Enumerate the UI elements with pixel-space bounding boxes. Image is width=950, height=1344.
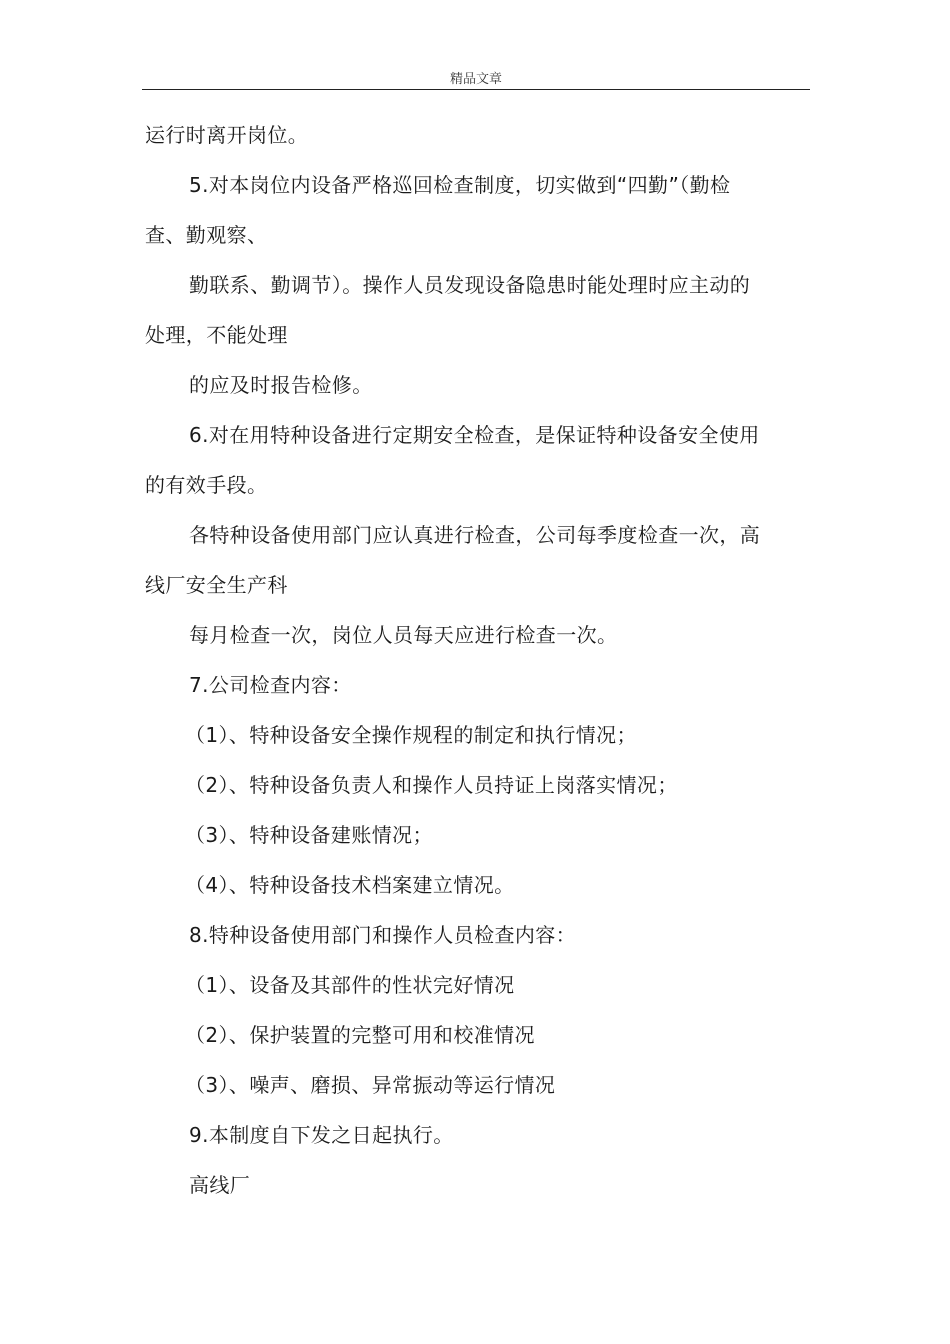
text-line: 6.对在用特种设备进行定期安全检查，是保证特种设备安全使用 <box>189 423 760 447</box>
text-line: （4）、特种设备技术档案建立情况。 <box>185 873 515 897</box>
text-line: （2）、保护装置的完整可用和校准情况 <box>185 1023 535 1047</box>
text-line: 的应及时报告检修。 <box>189 373 373 397</box>
text-line: （3）、噪声、磨损、异常振动等运行情况 <box>185 1073 556 1097</box>
text-line: （1）、特种设备安全操作规程的制定和执行情况； <box>185 723 637 747</box>
text-line: 勤联系、勤调节）。操作人员发现设备隐患时能处理时应主动的 <box>189 273 751 297</box>
text-line: 9.本制度自下发之日起执行。 <box>189 1123 454 1147</box>
page-header-title: 精品文章 <box>449 72 502 87</box>
text-line: 8.特种设备使用部门和操作人员检查内容： <box>189 923 577 947</box>
text-line: 高线厂 <box>189 1173 251 1197</box>
document-body <box>145 110 810 1210</box>
text-line: 的有效手段。 <box>145 473 268 497</box>
text-line: （1）、设备及其部件的性状完好情况 <box>185 973 515 997</box>
text-line: 各特种设备使用部门应认真进行检查，公司每季度检查一次，高 <box>189 523 761 547</box>
text-line: 7.公司检查内容： <box>189 673 352 697</box>
text-line: 5.对本岗位内设备严格巡回检查制度，切实做到“四勤”（勤检 <box>189 173 731 197</box>
header-divider <box>142 89 810 90</box>
text-line: （3）、特种设备建账情况； <box>185 823 433 847</box>
text-line: 运行时离开岗位。 <box>145 123 309 147</box>
text-line: 每月检查一次，岗位人员每天应进行检查一次。 <box>189 623 618 647</box>
text-line: 线厂安全生产科 <box>145 573 288 597</box>
text-line: 处理，不能处理 <box>145 323 288 347</box>
text-line: （2）、特种设备负责人和操作人员持证上岗落实情况； <box>185 773 678 797</box>
text-line: 查、勤观察、 <box>145 223 268 247</box>
